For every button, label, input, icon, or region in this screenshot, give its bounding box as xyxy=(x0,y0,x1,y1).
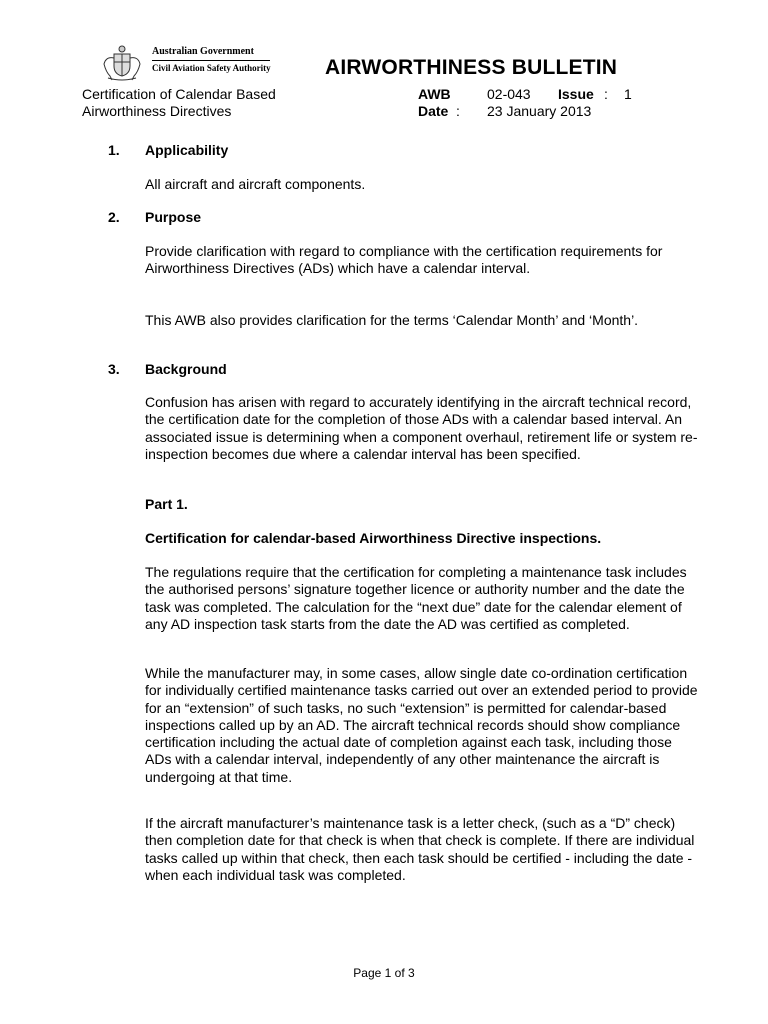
section-number: 2. xyxy=(108,209,120,225)
section-number: 3. xyxy=(108,361,120,377)
issue-colon: : xyxy=(604,86,608,102)
section-heading-purpose: Purpose xyxy=(145,209,202,225)
page-number: Page 1 of 3 xyxy=(353,966,415,980)
subject-line-1: Certification of Calendar Based xyxy=(82,86,276,102)
coat-of-arms-icon xyxy=(100,44,144,82)
awb-label: AWB xyxy=(418,86,451,102)
agency-logo xyxy=(100,44,270,84)
paragraph: If the aircraft manufacturer’s maintenance task is a letter check, (such as a “D” check) then completion date for that check is when that check is complete. If there are individual tasks called up within that check, then each task should be certified - including the date - when each individual task was completed. xyxy=(145,815,695,883)
paragraph: The regulations require that the certification for completing a maintenance task includes the authorised persons’ signature together licence or authority number and the date the task was completed. The calculation for the “next due” date for the calendar element of any AD inspection task starts from the date the AD was certified as completed. xyxy=(145,564,687,632)
paragraph: Confusion has arisen with regard to accurately identifying in the aircraft technical record, the certification date for the completion of those ADs with a calendar based interval. An associated issue is determining when a component overhaul, retirement life or system re-inspection becomes due where a calendar interval has been specified. xyxy=(145,394,698,462)
paragraph: While the manufacturer may, in some cases, allow single date co-ordination certification for individually certified maintenance tasks carried out over an extended period to provide for an “extension” of such tasks, no such “extension” is permitted for calendar-based inspections called up by an AD. The aircraft technical records should show compliance certification including the actual date of completion against each task, including those ADs with a calendar interval, independently of any other maintenance the aircraft is undergoing at that time. xyxy=(145,665,698,785)
paragraph: All aircraft and aircraft components. xyxy=(145,176,366,192)
issue-label: Issue xyxy=(558,86,594,102)
awb-value: 02-043 xyxy=(487,86,531,102)
paragraph: This AWB also provides clarification for the terms ‘Calendar Month’ and ‘Month’. xyxy=(145,312,639,328)
date-label: Date xyxy=(418,103,449,119)
government-name: Australian Government xyxy=(152,46,254,57)
section-heading-background: Background xyxy=(145,361,227,377)
bulletin-subject xyxy=(82,86,276,120)
logo-divider xyxy=(152,60,270,61)
date-colon: : xyxy=(456,103,460,119)
subject-line-2: Airworthiness Directives xyxy=(82,103,232,119)
authority-name: Civil Aviation Safety Authority xyxy=(152,63,271,73)
part-heading: Certification for calendar-based Airworthiness Directive inspections. xyxy=(145,530,602,546)
section-heading-applicability: Applicability xyxy=(145,142,229,158)
paragraph: Provide clarification with regard to compliance with the certification requirements for Airworthiness Directives (ADs) which have a calendar interval. xyxy=(145,243,663,277)
section-number: 1. xyxy=(108,142,120,158)
part-label: Part 1. xyxy=(145,496,188,512)
date-value: 23 January 2013 xyxy=(487,103,592,119)
issue-value: 1 xyxy=(624,86,632,102)
page-title: AIRWORTHINESS BULLETIN xyxy=(325,56,618,79)
